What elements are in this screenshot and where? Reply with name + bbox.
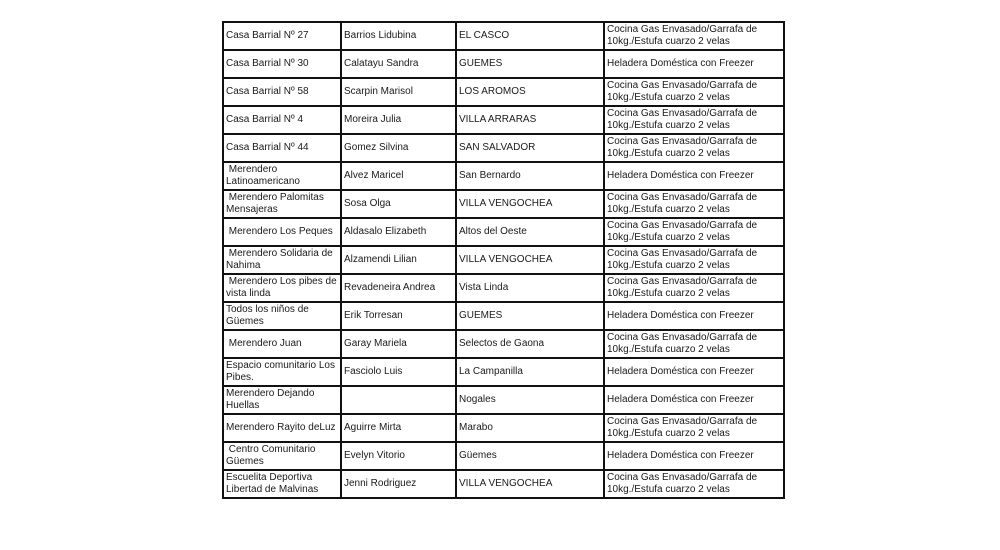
area-cell: GUEMES: [456, 302, 604, 330]
person-cell: Gomez Silvina: [341, 134, 456, 162]
place-cell: Espacio comunitario Los Pibes.: [223, 358, 341, 386]
person-cell: Aguirre Mirta: [341, 414, 456, 442]
area-cell: Altos del Oeste: [456, 218, 604, 246]
table-row: [223, 134, 784, 162]
item-cell: Cocina Gas Envasado/Garrafa de 10kg./Estufa cuarzo 2 velas: [604, 22, 784, 50]
area-cell: GUEMES: [456, 50, 604, 78]
place-cell: Merendero Dejando Huellas: [223, 386, 341, 414]
item-cell: Cocina Gas Envasado/Garrafa de 10kg./Estufa cuarzo 2 velas: [604, 78, 784, 106]
area-cell: Marabo: [456, 414, 604, 442]
place-cell: Merendero Los Peques: [223, 218, 341, 246]
table-row: [223, 218, 784, 246]
table-row: [223, 22, 784, 50]
place-cell: Merendero Palomitas Mensajeras: [223, 190, 341, 218]
item-cell: Cocina Gas Envasado/Garrafa de 10kg./Estufa cuarzo 2 velas: [604, 246, 784, 274]
table-row: [223, 106, 784, 134]
table-row: [223, 246, 784, 274]
item-cell: Heladera Doméstica con Freezer: [604, 442, 784, 470]
item-cell: Cocina Gas Envasado/Garrafa de 10kg./Estufa cuarzo 2 velas: [604, 218, 784, 246]
place-cell: Merendero Juan: [223, 330, 341, 358]
place-cell: Merendero Solidaria de Nahima: [223, 246, 341, 274]
person-cell: Scarpin Marisol: [341, 78, 456, 106]
area-cell: Selectos de Gaona: [456, 330, 604, 358]
table-row: [223, 50, 784, 78]
area-cell: LOS AROMOS: [456, 78, 604, 106]
item-cell: Heladera Doméstica con Freezer: [604, 302, 784, 330]
table-row: [223, 414, 784, 442]
table-row: [223, 78, 784, 106]
person-cell: Alzamendi Lilian: [341, 246, 456, 274]
person-cell: Revadeneira Andrea: [341, 274, 456, 302]
item-cell: Heladera Doméstica con Freezer: [604, 50, 784, 78]
person-cell: Calatayu Sandra: [341, 50, 456, 78]
place-cell: Casa Barrial Nº 30: [223, 50, 341, 78]
table-row: [223, 302, 784, 330]
area-cell: VILLA VENGOCHEA: [456, 470, 604, 498]
person-cell: [341, 386, 456, 414]
item-cell: Cocina Gas Envasado/Garrafa de 10kg./Estufa cuarzo 2 velas: [604, 470, 784, 498]
beneficiaries-table: [222, 21, 785, 499]
item-cell: Cocina Gas Envasado/Garrafa de 10kg./Estufa cuarzo 2 velas: [604, 106, 784, 134]
person-cell: Sosa Olga: [341, 190, 456, 218]
item-cell: Cocina Gas Envasado/Garrafa de 10kg./Estufa cuarzo 2 velas: [604, 274, 784, 302]
item-cell: Heladera Doméstica con Freezer: [604, 358, 784, 386]
table-row: [223, 470, 784, 498]
table-row: [223, 442, 784, 470]
person-cell: Moreira Julia: [341, 106, 456, 134]
table-row: [223, 386, 784, 414]
area-cell: VILLA ARRARAS: [456, 106, 604, 134]
person-cell: Aldasalo Elizabeth: [341, 218, 456, 246]
person-cell: Barrios Lidubina: [341, 22, 456, 50]
person-cell: Fasciolo Luis: [341, 358, 456, 386]
area-cell: La Campanilla: [456, 358, 604, 386]
area-cell: VILLA VENGOCHEA: [456, 190, 604, 218]
item-cell: Cocina Gas Envasado/Garrafa de 10kg./Estufa cuarzo 2 velas: [604, 330, 784, 358]
place-cell: Casa Barrial Nº 4: [223, 106, 341, 134]
place-cell: Casa Barrial Nº 44: [223, 134, 341, 162]
person-cell: Jenni Rodriguez: [341, 470, 456, 498]
area-cell: SAN SALVADOR: [456, 134, 604, 162]
table-row: [223, 190, 784, 218]
place-cell: Merendero Los pibes de vista linda: [223, 274, 341, 302]
item-cell: Cocina Gas Envasado/Garrafa de 10kg./Estufa cuarzo 2 velas: [604, 190, 784, 218]
area-cell: EL CASCO: [456, 22, 604, 50]
area-cell: VILLA VENGOCHEA: [456, 246, 604, 274]
item-cell: Cocina Gas Envasado/Garrafa de 10kg./Estufa cuarzo 2 velas: [604, 134, 784, 162]
table-row: [223, 274, 784, 302]
place-cell: Merendero Latinoamericano: [223, 162, 341, 190]
place-cell: Casa Barrial Nº 27: [223, 22, 341, 50]
item-cell: Cocina Gas Envasado/Garrafa de 10kg./Estufa cuarzo 2 velas: [604, 414, 784, 442]
table-row: [223, 330, 784, 358]
item-cell: Heladera Doméstica con Freezer: [604, 162, 784, 190]
area-cell: Nogales: [456, 386, 604, 414]
person-cell: Evelyn Vitorio: [341, 442, 456, 470]
area-cell: Vista Linda: [456, 274, 604, 302]
item-cell: Heladera Doméstica con Freezer: [604, 386, 784, 414]
table-body: [223, 22, 784, 498]
area-cell: San Bernardo: [456, 162, 604, 190]
table-row: [223, 358, 784, 386]
place-cell: Centro Comunitario Güemes: [223, 442, 341, 470]
place-cell: Todos los niños de Güemes: [223, 302, 341, 330]
place-cell: Escuelita Deportiva Libertad de Malvinas: [223, 470, 341, 498]
place-cell: Merendero Rayito deLuz: [223, 414, 341, 442]
area-cell: Güemes: [456, 442, 604, 470]
table-row: [223, 162, 784, 190]
person-cell: Erik Torresan: [341, 302, 456, 330]
place-cell: Casa Barrial Nº 58: [223, 78, 341, 106]
person-cell: Garay Mariela: [341, 330, 456, 358]
person-cell: Alvez Maricel: [341, 162, 456, 190]
